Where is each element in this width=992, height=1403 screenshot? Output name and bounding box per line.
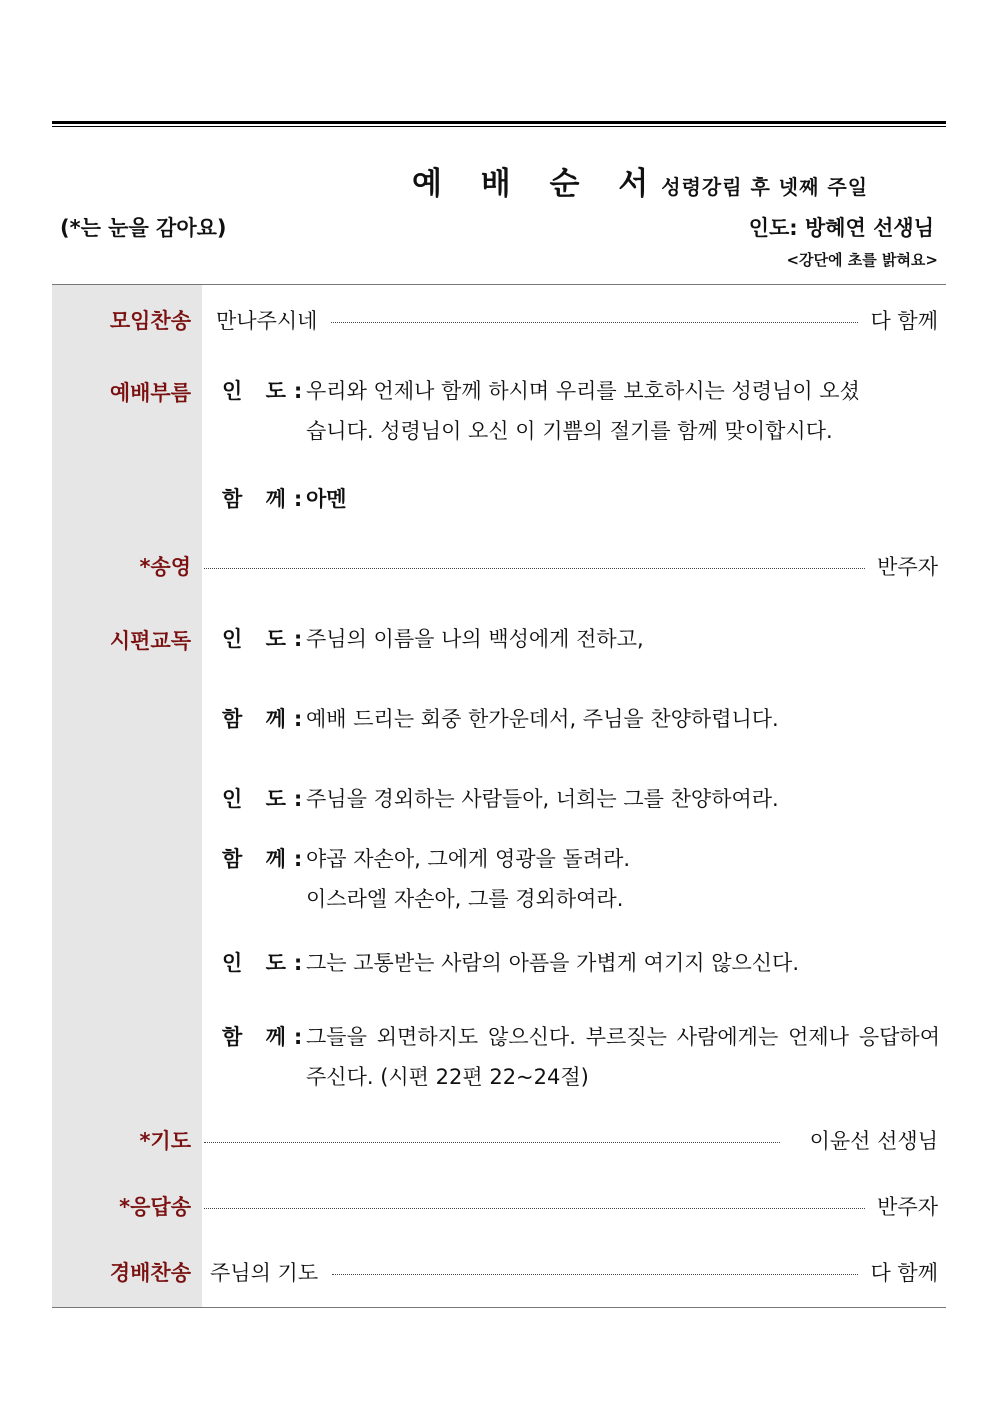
response-text: 야곱 자손아, 그에게 영광을 돌려라.	[306, 847, 631, 871]
psalm-line-4	[222, 839, 940, 919]
speaker-label: 함 께:	[222, 487, 311, 511]
dot-leader	[204, 567, 865, 569]
prayer-row	[202, 1125, 938, 1155]
speaker-label: 인 도:	[222, 379, 311, 403]
response-text: 그는 고통받는 사람의 아픔을 가볍게 여기지 않으신다.	[306, 951, 800, 975]
psalm-line-5	[222, 943, 940, 983]
reverent-hymn-row	[210, 1257, 938, 1287]
speaker-label: 인 도:	[222, 951, 311, 975]
response-text: 예배 드리는 회중 한가운데서, 주님을 찬양하렵니다.	[306, 707, 779, 731]
response-text: 아멘	[306, 487, 347, 511]
dot-leader	[332, 1273, 858, 1275]
page-title: 예 배 순 서	[412, 166, 663, 202]
call-to-worship-line-1	[222, 371, 940, 451]
dot-leader	[204, 1141, 780, 1143]
leader-info: 인도: 방혜연 선생님	[748, 216, 934, 240]
eyes-closed-note: (*는 눈을 감아요)	[60, 216, 227, 240]
psalm-reading-label: 시편교독	[109, 629, 191, 653]
speaker-label: 인 도:	[222, 627, 311, 651]
title-line	[412, 158, 868, 203]
speaker-label: 인 도:	[222, 787, 311, 811]
reverent-hymn-who: 다 함께	[870, 1261, 938, 1285]
dot-leader	[331, 321, 858, 323]
call-to-worship-label: 예배부름	[109, 381, 191, 405]
response-text: 주님을 경외하는 사람들아, 너희는 그를 찬양하여라.	[306, 787, 779, 811]
praise-who: 반주자	[877, 555, 938, 579]
response-song-row	[202, 1191, 938, 1221]
psalm-line-6	[222, 1017, 940, 1097]
page-subtitle: 성령강림 후 넷째 주일	[661, 175, 869, 199]
reverent-hymn-title: 주님의 기도	[210, 1261, 319, 1285]
response-text: 그들을 외면하지도 않으신다. 부르짖는 사람에게는 언제나 응답하여 주신다. (시편 22편 22~24절)	[306, 1025, 940, 1089]
call-to-worship-line-2	[222, 479, 940, 519]
praise-row	[202, 551, 938, 581]
dot-leader	[204, 1207, 865, 1209]
order-of-service	[52, 284, 946, 1308]
prayer-who: 이윤선 선생님	[809, 1129, 938, 1153]
gathering-hymn-title: 만나주시네	[216, 309, 318, 333]
speaker-label: 함 께:	[222, 847, 311, 871]
prayer-label: *기도	[139, 1129, 191, 1153]
gathering-hymn-who: 다 함께	[870, 309, 938, 333]
speaker-label: 함 께:	[222, 1025, 311, 1049]
response-text: 주님의 이름을 나의 백성에게 전하고,	[306, 627, 644, 651]
candle-note: <강단에 초를 밝혀요>	[786, 251, 938, 269]
speaker-label: 함 께:	[222, 707, 311, 731]
psalm-line-1	[222, 619, 940, 659]
psalm-line-2	[222, 699, 940, 739]
response-text: 우리와 언제나 함께 하시며 우리를 보호하시는 성령님이 오셨습니다. 성령님이 오신 이 기쁨의 절기를 함께 맞이합시다.	[306, 379, 860, 443]
response-song-who: 반주자	[877, 1195, 938, 1219]
gathering-hymn-label: 모임찬송	[109, 309, 191, 333]
reverent-hymn-label: 경배찬송	[109, 1261, 191, 1285]
top-double-rule	[52, 121, 946, 124]
gathering-hymn-row	[216, 305, 938, 335]
response-text-2: 이스라엘 자손아, 그를 경외하여라.	[306, 887, 624, 911]
praise-label: *송영	[139, 555, 191, 579]
response-song-label: *응답송	[119, 1195, 191, 1219]
psalm-line-3	[222, 779, 940, 819]
top-double-rule-thin	[52, 126, 946, 127]
